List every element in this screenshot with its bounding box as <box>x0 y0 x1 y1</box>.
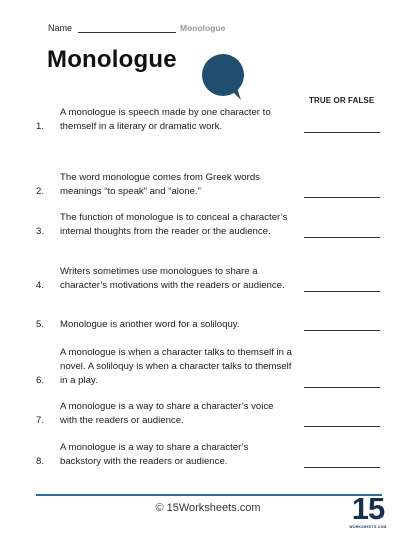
question-number: 5. <box>36 319 45 330</box>
logo-number: 15 <box>351 491 385 526</box>
question-6 <box>36 346 416 389</box>
question-number: 3. <box>36 226 45 238</box>
answer-line[interactable] <box>304 197 380 198</box>
answer-line[interactable] <box>304 330 380 331</box>
question-text: The word monologue comes from Greek words meanings “to speak” and “alone.” <box>60 172 260 198</box>
footer-copyright: © 15Worksheets.com <box>155 502 261 514</box>
question-8 <box>36 441 416 469</box>
name-line[interactable] <box>78 23 176 33</box>
question-text: A monologue is a way to share a character’s voice with the readers or audience. <box>60 401 274 427</box>
answer-line[interactable] <box>304 291 380 292</box>
15worksheets-logo <box>348 492 388 532</box>
question-4 <box>36 265 416 293</box>
answer-line[interactable] <box>304 132 380 133</box>
question-1 <box>36 106 416 134</box>
question-7 <box>36 400 416 428</box>
answer-line[interactable] <box>304 426 380 427</box>
question-number: 1. <box>36 121 45 133</box>
name-row <box>48 23 225 33</box>
question-number: 4. <box>36 280 45 292</box>
question-2 <box>36 171 416 199</box>
worksheet-subtitle: Monologue <box>180 23 226 33</box>
question-text: A monologue is a way to share a character’s backstory with the readers or audience. <box>60 442 249 468</box>
question-number: 2. <box>36 186 45 198</box>
logo-subtext: WORKSHEETS.COM <box>349 525 387 529</box>
true-or-false-header: TRUE OR FALSE <box>309 96 375 105</box>
name-label: Name <box>48 23 73 33</box>
question-3 <box>36 211 416 239</box>
question-number: 6. <box>36 375 45 387</box>
question-text: A monologue is speech made by one character to themself in a literary or dramatic work. <box>60 107 271 133</box>
page-title: Monologue <box>47 46 177 73</box>
question-number: 8. <box>36 456 45 468</box>
question-5 <box>36 318 416 332</box>
answer-line[interactable] <box>304 237 380 238</box>
footer-divider <box>36 494 382 496</box>
question-text: A monologue is when a character talks to themself in a novel. A soliloquy is when a character talks to themself in a play. <box>60 347 292 387</box>
question-text: Writers sometimes use monologues to share a character’s motivations with the readers or audience. <box>60 266 285 292</box>
answer-line[interactable] <box>304 387 380 388</box>
question-text: The function of monologue is to conceal a character’s internal thoughts from the reader or the audience. <box>60 212 288 238</box>
question-text: Monologue is another word for a soliloquy. <box>60 319 240 330</box>
question-number: 7. <box>36 415 45 427</box>
speech-bubble-icon <box>200 53 246 101</box>
answer-line[interactable] <box>304 467 380 468</box>
